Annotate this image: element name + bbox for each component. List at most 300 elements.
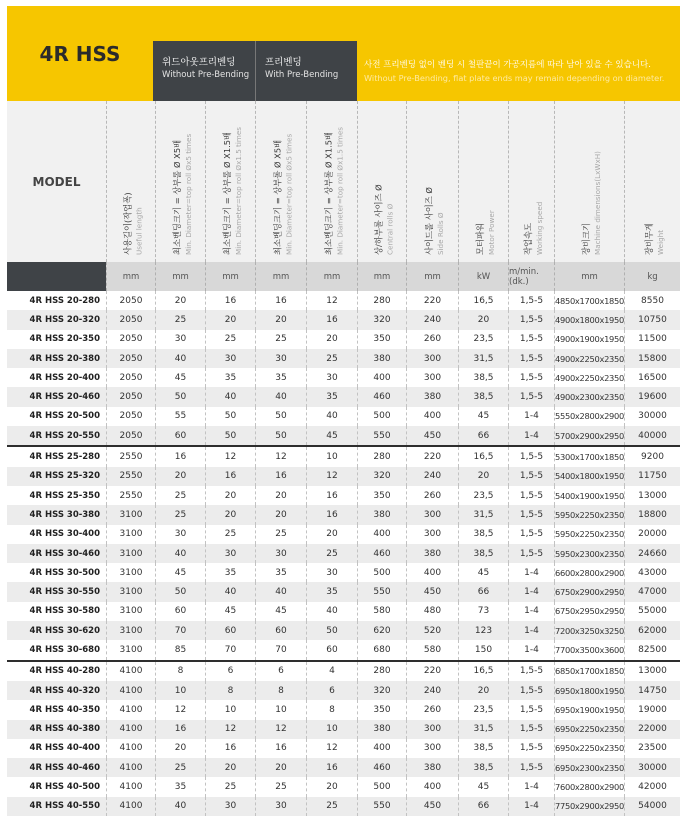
table-cell: 5950x2300x2350 [554, 544, 624, 563]
table-cell: 55 [155, 407, 205, 426]
table-cell: 30 [155, 525, 205, 544]
table-cell: 20 [306, 330, 357, 349]
table-row [7, 621, 680, 640]
table-cell: 60 [155, 602, 205, 621]
table-cell: 30 [205, 544, 255, 563]
column-header-label [272, 134, 294, 255]
model-cell: 4R HSS 25-320 [29, 471, 100, 482]
table-cell: 260 [406, 330, 458, 349]
table-cell: 350 [357, 486, 406, 505]
table-cell: 400 [406, 777, 458, 796]
table-cell: 40 [155, 544, 205, 563]
table-cell: 40 [155, 797, 205, 816]
table-cell: 20 [205, 758, 255, 777]
table-cell: 40 [255, 582, 306, 601]
table-cell: 380 [357, 349, 406, 368]
table-cell: 66 [458, 797, 508, 816]
table-cell: 1,5-5 [508, 720, 554, 739]
table-cell: 240 [406, 310, 458, 329]
column-label-en: Working speed [535, 201, 544, 255]
unit-cell: mm [255, 262, 306, 291]
table-cell: 38,5 [458, 387, 508, 406]
table-cell: 620 [357, 621, 406, 640]
table-cell: 18800 [624, 505, 680, 524]
table-row [7, 662, 680, 681]
table-cell: 280 [357, 662, 406, 681]
table-cell: 5950x2250x2350 [554, 505, 624, 524]
table-cell: 4100 [106, 758, 155, 777]
table-cell: 73 [458, 602, 508, 621]
table-cell: 45 [155, 563, 205, 582]
column-header-label [643, 223, 665, 255]
table-cell: 4900x2250x2350 [554, 368, 624, 387]
table-cell: 70 [255, 640, 306, 659]
table-cell: 54000 [624, 797, 680, 816]
column-label-ko: 작업속도 [523, 222, 533, 255]
table-cell: 25 [155, 505, 205, 524]
unit-cell: mm [554, 262, 624, 291]
table-cell: 10 [255, 700, 306, 719]
group-with-ko: 프리벤딩 [265, 57, 302, 68]
unit-cell: mm [155, 262, 205, 291]
column-label-ko: 최소벤딩크기 = 상부롤 Ø X5배 [172, 139, 182, 255]
table-cell: 2050 [106, 291, 155, 310]
table-cell: 30 [155, 330, 205, 349]
table-cell: 38,5 [458, 525, 508, 544]
table-cell: 30 [306, 563, 357, 582]
table-cell: 16 [255, 291, 306, 310]
table-row [7, 681, 680, 700]
column-header-label [423, 187, 445, 255]
model-cell: 4R HSS 40-400 [29, 743, 100, 754]
table-cell: 25 [155, 310, 205, 329]
table-cell: 16 [306, 505, 357, 524]
table-cell: 19000 [624, 700, 680, 719]
column-header-cell [624, 101, 680, 262]
unit-cell: kg [624, 262, 680, 291]
table-cell: 4100 [106, 720, 155, 739]
table-cell: 400 [406, 563, 458, 582]
table-cell: 2050 [106, 426, 155, 445]
column-header-label [522, 202, 544, 255]
column-label-ko: 상/하부롤 사이즈 Ø [373, 184, 384, 255]
table-cell: 1,5-5 [508, 486, 554, 505]
column-header-cell [155, 101, 205, 262]
table-cell: 300 [406, 368, 458, 387]
table-cell: 1,5-5 [508, 758, 554, 777]
table-cell: 4850x1700x1850 [554, 291, 624, 310]
spec-sheet [7, 6, 680, 816]
table-cell: 11750 [624, 467, 680, 486]
table-cell: 3100 [106, 621, 155, 640]
table-cell: 16 [306, 310, 357, 329]
column-header-cell [106, 101, 155, 262]
table-cell: 20000 [624, 525, 680, 544]
table-cell: 45 [458, 563, 508, 582]
table-row [7, 525, 680, 544]
model-cell: 4R HSS 30-400 [29, 529, 100, 540]
column-header-cell [458, 101, 508, 262]
table-cell: 5950x2250x2350 [554, 525, 624, 544]
column-header [7, 101, 680, 262]
column-label-ko: 모터파워 [475, 222, 485, 255]
table-cell: 40000 [624, 426, 680, 445]
table-cell: 1,5-5 [508, 681, 554, 700]
table-cell: 4100 [106, 700, 155, 719]
table-cell: 12 [306, 739, 357, 758]
table-cell: 16 [205, 739, 255, 758]
column-label-ko: 사이드롤 사이즈 Ø [424, 187, 434, 255]
table-row [7, 720, 680, 739]
table-cell: 1,5-5 [508, 368, 554, 387]
table-cell: 6 [205, 662, 255, 681]
column-label-ko: 장비크기 [581, 222, 591, 255]
table-cell: 4900x2250x2350 [554, 349, 624, 368]
table-cell: 38,5 [458, 758, 508, 777]
table-cell: 2550 [106, 486, 155, 505]
group-without-en: Without Pre-Bending [162, 70, 250, 80]
model-cell: 4R HSS 30-460 [29, 548, 100, 559]
table-row [7, 777, 680, 796]
table-cell: 35 [255, 563, 306, 582]
model-cell: 4R HSS 20-460 [29, 392, 100, 403]
title-band [7, 6, 680, 101]
column-label-en: Useful length [134, 207, 144, 255]
table-cell: 20 [255, 486, 306, 505]
table-cell: 500 [357, 777, 406, 796]
table-cell: 8 [255, 681, 306, 700]
model-cell: 4R HSS 25-280 [29, 452, 100, 463]
table-cell: 9200 [624, 447, 680, 466]
table-cell: 38,5 [458, 544, 508, 563]
table-row [7, 602, 680, 621]
table-cell: 5700x2900x2950 [554, 426, 624, 445]
column-label-en: Min. Diameter=top roll Øx5 times [184, 133, 193, 255]
model-cell: 4R HSS 25-350 [29, 490, 100, 501]
table-cell: 60 [306, 640, 357, 659]
table-cell: 12 [306, 467, 357, 486]
table-cell: 20 [155, 739, 205, 758]
table-cell: 460 [357, 544, 406, 563]
column-header-cell [205, 101, 255, 262]
table-cell: 16 [306, 758, 357, 777]
table-cell: 16,5 [458, 447, 508, 466]
table-cell: 1-4 [508, 407, 554, 426]
table-cell: 6950x1900x1950 [554, 700, 624, 719]
table-cell: 12 [205, 447, 255, 466]
table-cell: 1,5-5 [508, 700, 554, 719]
table-cell: 260 [406, 700, 458, 719]
table-cell: 14750 [624, 681, 680, 700]
column-header-cell [508, 101, 554, 262]
column-label-en: Central rolls Ø [385, 203, 395, 255]
table-cell: 1-4 [508, 621, 554, 640]
table-cell: 1-4 [508, 640, 554, 659]
table-row [7, 582, 680, 601]
table-cell: 3100 [106, 640, 155, 659]
table-row [7, 505, 680, 524]
table-cell: 19600 [624, 387, 680, 406]
table-cell: 60 [155, 426, 205, 445]
table-row [7, 640, 680, 659]
table-cell: 85 [155, 640, 205, 659]
table-row [7, 467, 680, 486]
table-cell: 450 [406, 797, 458, 816]
table-cell: 300 [406, 525, 458, 544]
table-cell: 460 [357, 758, 406, 777]
table-cell: 10 [306, 447, 357, 466]
table-cell: 12 [205, 720, 255, 739]
table-cell: 25 [205, 330, 255, 349]
table-cell: 1,5-5 [508, 739, 554, 758]
table-cell: 40 [155, 349, 205, 368]
table-cell: 320 [357, 681, 406, 700]
table-cell: 7700x3500x3600 [554, 640, 624, 659]
table-cell: 47000 [624, 582, 680, 601]
table-cell: 2550 [106, 447, 155, 466]
table-cell: 460 [357, 387, 406, 406]
table-cell: 380 [406, 387, 458, 406]
table-cell: 550 [357, 582, 406, 601]
model-column-label: MODEL [32, 174, 81, 189]
table-cell: 16 [205, 291, 255, 310]
table-row [7, 387, 680, 406]
table-cell: 320 [357, 310, 406, 329]
table-row [7, 349, 680, 368]
table-cell: 22000 [624, 720, 680, 739]
table-cell: 40 [205, 387, 255, 406]
table-cell: 16 [306, 486, 357, 505]
model-cell: 4R HSS 20-500 [29, 411, 100, 422]
column-header-cell [406, 101, 458, 262]
column-header-label [221, 127, 243, 255]
model-cell: 4R HSS 20-320 [29, 314, 100, 325]
table-cell: 31,5 [458, 349, 508, 368]
column-header-label [323, 127, 345, 255]
table-cell: 1-4 [508, 563, 554, 582]
table-cell: 70 [155, 621, 205, 640]
table-cell: 2050 [106, 407, 155, 426]
prebending-note [364, 58, 680, 83]
table-cell: 123 [458, 621, 508, 640]
table-cell: 16500 [624, 368, 680, 387]
column-header-cell [357, 101, 406, 262]
table-cell: 150 [458, 640, 508, 659]
table-cell: 43000 [624, 563, 680, 582]
group-with-en: With Pre-Bending [265, 70, 339, 80]
column-header-label [171, 134, 193, 255]
table-cell: 320 [357, 467, 406, 486]
model-cell: 4R HSS 40-350 [29, 704, 100, 715]
table-cell: 400 [357, 525, 406, 544]
table-cell: 3100 [106, 544, 155, 563]
units-bar-lead [7, 262, 106, 291]
table-cell: 30 [205, 797, 255, 816]
table-cell: 1,5-5 [508, 349, 554, 368]
table-cell: 6950x2300x2350 [554, 758, 624, 777]
table-cell: 6850x1700x1850 [554, 662, 624, 681]
table-cell: 1,5-5 [508, 310, 554, 329]
unit-cell: mm [306, 262, 357, 291]
column-header-label [580, 151, 602, 255]
table-cell: 10750 [624, 310, 680, 329]
model-cell: 4R HSS 40-500 [29, 782, 100, 793]
table-cell: 16 [155, 720, 205, 739]
table-cell: 1-4 [508, 777, 554, 796]
table-cell: 450 [406, 426, 458, 445]
model-cell: 4R HSS 40-320 [29, 685, 100, 696]
table-cell: 300 [406, 349, 458, 368]
table-row [7, 739, 680, 758]
column-header-label [474, 210, 496, 255]
table-cell: 4100 [106, 681, 155, 700]
table-cell: 45 [205, 602, 255, 621]
table-cell: 580 [406, 640, 458, 659]
table-cell: 300 [406, 505, 458, 524]
table-cell: 16 [255, 467, 306, 486]
unit-cell: mm [205, 262, 255, 291]
column-header-cell [554, 101, 624, 262]
table-cell: 23,5 [458, 330, 508, 349]
table-cell: 4100 [106, 739, 155, 758]
table-cell: 500 [357, 563, 406, 582]
table-cell: 25 [205, 525, 255, 544]
table-cell: 25 [306, 544, 357, 563]
table-cell: 220 [406, 291, 458, 310]
table-cell: 20 [255, 310, 306, 329]
table-cell: 680 [357, 640, 406, 659]
table-cell: 20 [458, 681, 508, 700]
table-cell: 12 [155, 700, 205, 719]
model-cell: 4R HSS 20-400 [29, 372, 100, 383]
table-cell: 20 [205, 505, 255, 524]
table-row [7, 758, 680, 777]
table-cell: 4900x2300x2350 [554, 387, 624, 406]
table-cell: 280 [357, 447, 406, 466]
table-cell: 1,5-5 [508, 525, 554, 544]
table-cell: 300 [406, 739, 458, 758]
table-cell: 60 [255, 621, 306, 640]
table-cell: 8550 [624, 291, 680, 310]
table-cell: 55000 [624, 602, 680, 621]
model-cell: 4R HSS 30-580 [29, 606, 100, 617]
table-cell: 50 [255, 426, 306, 445]
table-cell: 1,5-5 [508, 291, 554, 310]
table-cell: 3100 [106, 563, 155, 582]
table-cell: 16,5 [458, 291, 508, 310]
table-cell: 30 [306, 368, 357, 387]
table-cell: 4100 [106, 797, 155, 816]
table-cell: 6750x2900x2950 [554, 582, 624, 601]
table-cell: 1-4 [508, 602, 554, 621]
table-cell: 30000 [624, 758, 680, 777]
table-cell: 70 [205, 640, 255, 659]
table-row [7, 544, 680, 563]
table-cell: 10 [155, 681, 205, 700]
column-label-ko: 최소벤딩크기 = 상부롤 Ø X5배 [272, 139, 283, 255]
table-cell: 4 [306, 662, 357, 681]
table-cell: 11500 [624, 330, 680, 349]
column-label-en: Weight [656, 229, 665, 255]
table-cell: 20 [205, 486, 255, 505]
table-cell: 300 [406, 720, 458, 739]
table-cell: 35 [205, 368, 255, 387]
unit-cell: mm [357, 262, 406, 291]
table-row [7, 797, 680, 816]
table-cell: 1,5-5 [508, 544, 554, 563]
table-row [7, 426, 680, 445]
table-cell: 240 [406, 467, 458, 486]
table-cell: 25 [255, 525, 306, 544]
table-cell: 5300x1700x1850 [554, 447, 624, 466]
column-label-ko: 최소벤딩크기 = 상부롤 Ø X1.5배 [222, 131, 232, 255]
table-cell: 40 [255, 387, 306, 406]
model-cell: 4R HSS 30-500 [29, 567, 100, 578]
table-cell: 350 [357, 700, 406, 719]
table-cell: 20 [458, 467, 508, 486]
table-cell: 2050 [106, 349, 155, 368]
table-cell: 2050 [106, 330, 155, 349]
table-cell: 30 [255, 797, 306, 816]
table-cell: 280 [357, 291, 406, 310]
table-cell: 5550x2800x2900 [554, 407, 624, 426]
model-cell: 4R HSS 40-280 [29, 666, 100, 677]
table-cell: 35 [306, 387, 357, 406]
table-cell: 40 [306, 407, 357, 426]
table-cell: 4900x1800x1950 [554, 310, 624, 329]
table-cell: 20 [306, 777, 357, 796]
table-cell: 6950x1800x1950 [554, 681, 624, 700]
table-cell: 2550 [106, 467, 155, 486]
table-cell: 20 [205, 310, 255, 329]
table-cell: 6 [306, 681, 357, 700]
table-row [7, 486, 680, 505]
table-cell: 5400x1800x1950 [554, 467, 624, 486]
table-cell: 1,5-5 [508, 330, 554, 349]
table-row [7, 700, 680, 719]
table-cell: 20 [458, 310, 508, 329]
table-cell: 450 [406, 582, 458, 601]
table-cell: 6600x2800x2900 [554, 563, 624, 582]
table-cell: 1,5-5 [508, 447, 554, 466]
table-cell: 50 [155, 387, 205, 406]
table-cell: 6950x2250x2350 [554, 739, 624, 758]
table-cell: 380 [406, 544, 458, 563]
group-header-without-prebending [153, 41, 255, 101]
table-cell: 520 [406, 621, 458, 640]
table-cell: 12 [255, 447, 306, 466]
note-en: Without Pre-Bending, flat plate ends may remain depending on diameter. [364, 73, 665, 83]
table-cell: 45 [458, 407, 508, 426]
table-cell: 20 [255, 758, 306, 777]
table-cell: 380 [406, 758, 458, 777]
table-cell: 25 [255, 777, 306, 796]
column-label-en: Min. Diameter=top roll Øx5 times [284, 133, 294, 255]
table-cell: 4900x1900x1950 [554, 330, 624, 349]
table-cell: 4100 [106, 777, 155, 796]
column-header-cell [255, 101, 306, 262]
table-cell: 23500 [624, 739, 680, 758]
table-cell: 20 [306, 525, 357, 544]
column-label-en: Side Rolls Ø [436, 212, 445, 255]
table-cell: 12 [255, 720, 306, 739]
table-cell: 1-4 [508, 582, 554, 601]
table-cell: 35 [255, 368, 306, 387]
table-cell: 6 [255, 662, 306, 681]
table-cell: 16 [205, 467, 255, 486]
table-cell: 1,5-5 [508, 505, 554, 524]
table-cell: 8 [306, 700, 357, 719]
